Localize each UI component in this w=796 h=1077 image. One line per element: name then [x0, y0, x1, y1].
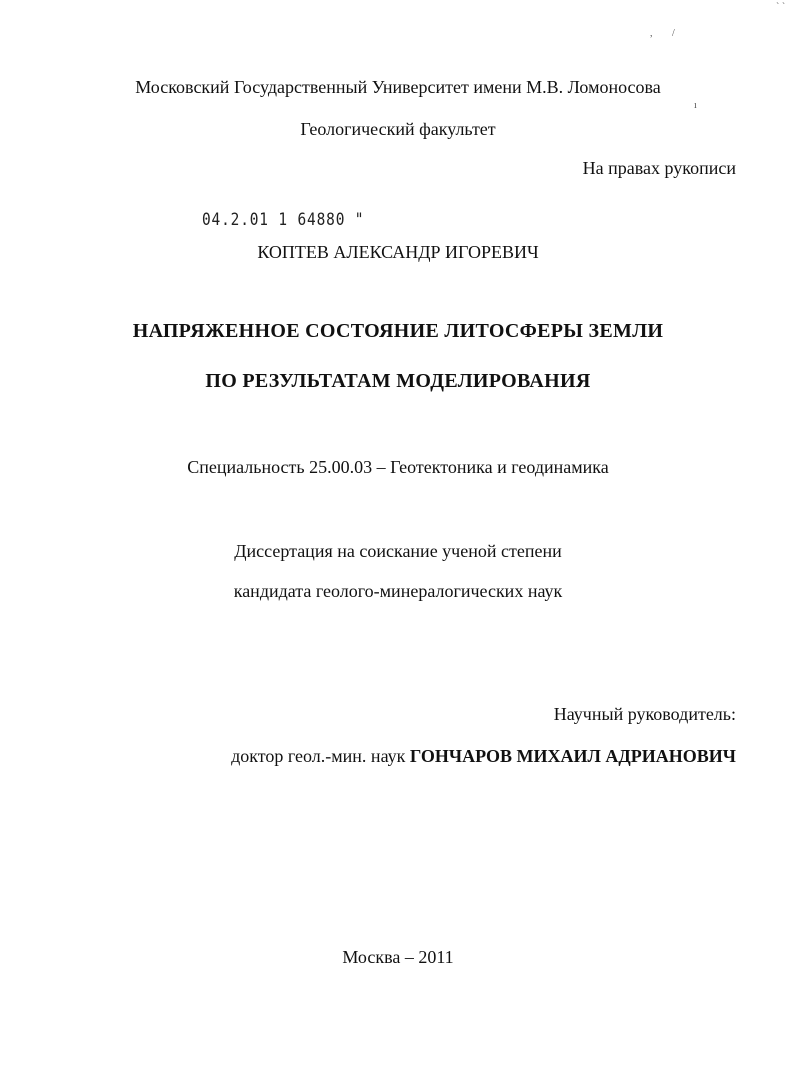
supervisor: [231, 745, 736, 767]
city-year: Москва – 2011: [342, 947, 454, 967]
author-name: КОПТЕВ АЛЕКСАНДР ИГОРЕВИЧ: [257, 242, 539, 262]
registration-stamp: 04.2.01 1 64880 ": [202, 210, 365, 230]
supervisor-name: ГОНЧАРОВ МИХАИЛ АДРИАНОВИЧ: [409, 746, 736, 766]
scan-mark: ` `: [776, 2, 786, 13]
scan-mark: ,: [650, 28, 653, 39]
supervisor-title: доктор геол.-мин. наук: [231, 746, 406, 766]
supervisor-label: Научный руководитель:: [553, 704, 736, 724]
degree-line2: кандидата геолого-минералогических наук: [233, 581, 563, 601]
faculty-name: Геологический факультет: [300, 119, 496, 139]
specialty: Специальность 25.00.03 – Геотектоника и геодинамика: [187, 457, 609, 477]
dissertation-title-line2: ПО РЕЗУЛЬТАТАМ МОДЕЛИРОВАНИЯ: [205, 370, 591, 392]
dissertation-title-line1: НАПРЯЖЕННОЕ СОСТОЯНИЕ ЛИТОСФЕРЫ ЗЕМЛИ: [132, 320, 664, 342]
scan-mark: ı: [694, 100, 697, 111]
scan-mark: /: [672, 28, 675, 39]
university-name: Московский Государственный Университет имени М.В. Ломоносова: [135, 77, 661, 97]
degree-line1: Диссертация на соискание ученой степени: [234, 541, 562, 561]
manuscript-rights: На правах рукописи: [582, 158, 736, 178]
